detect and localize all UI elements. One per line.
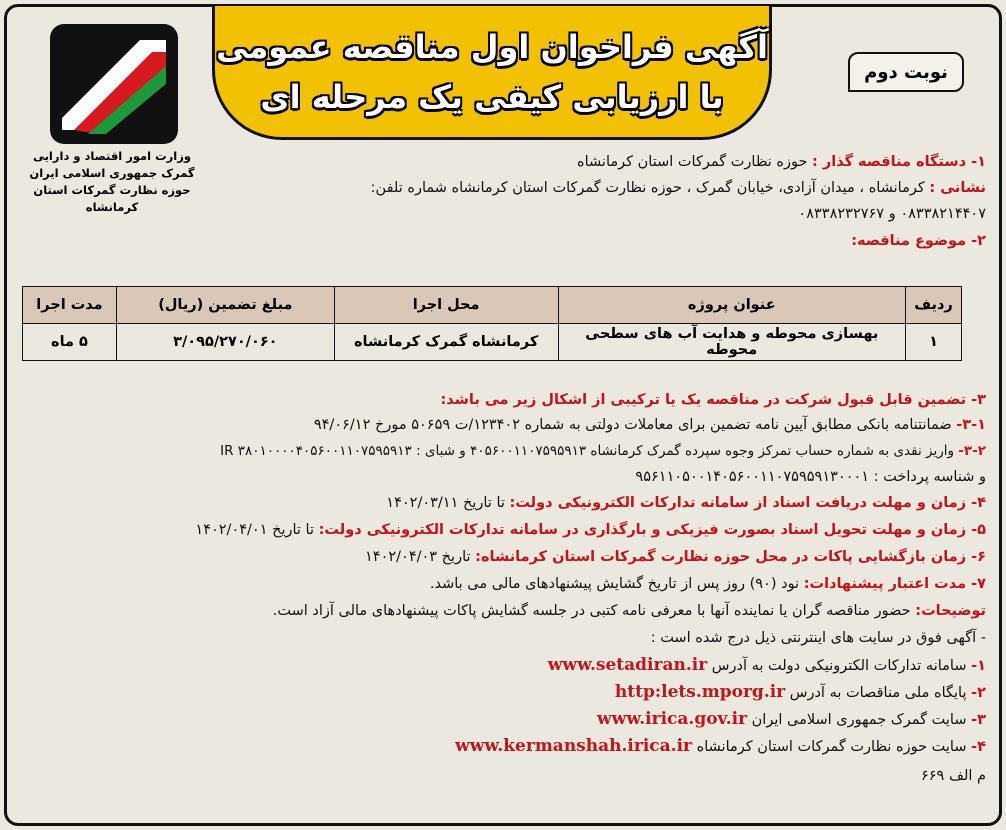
table-cell-duration: ۵ ماه (23, 324, 117, 361)
section-3-1-number: ۳-۱- (956, 417, 986, 433)
table-header-cell: عنوان پروژه (558, 287, 906, 324)
address-value: کرمانشاه ، میدان آزادی، خیابان گمرک ، حوزه نظارت گمرکات استان کرمانشاه شماره تلفن: (370, 180, 925, 196)
section-6-label: ۶- زمان بازگشایی پاکات در محل حوزه نظارت گمرکات استان کرمانشاه: (475, 549, 986, 565)
section-6-value: تاریخ ۱۴۰۲/۰۴/۰۳ (365, 549, 471, 565)
org-line-office: حوزه نظارت گمرکات استان کرمانشاه (33, 183, 191, 214)
customs-logo-icon (48, 22, 180, 146)
section-3-2-number: ۳-۲- (958, 443, 986, 459)
site-number: ۴- (971, 739, 986, 755)
phone-numbers: ۰۸۳۳۸۲۱۴۴۰۷ و ۰۸۳۳۸۲۳۲۷۶۷ (798, 206, 986, 222)
section-7-value: نود (۹۰) روز پس از تاریخ گشایش پیشنهادهای مالی می باشد. (429, 576, 800, 592)
table-header-cell: مبلغ تضمین (ریال) (116, 287, 334, 324)
project-table (22, 286, 962, 361)
section-3-2 (220, 439, 986, 463)
org-line-customs: گمرک جمهوری اسلامی ایران (29, 166, 195, 180)
list-item (597, 707, 986, 732)
site-number: ۱- (971, 658, 986, 674)
site-number: ۲- (971, 685, 986, 701)
sites-intro: - آگهی فوق در سایت های اینترنتی ذیل درج شده است : (650, 630, 986, 646)
section-4-label: ۴- زمان و مهلت دریافت اسناد از سامانه تدارکات الکترونیکی دولت: (509, 495, 986, 511)
list-item (615, 680, 986, 705)
table-header-row (23, 287, 962, 324)
section-5 (195, 518, 986, 542)
section-1-tenderer (577, 150, 986, 174)
table-cell-guarantee-amount: ۳/۰۹۵/۲۷۰/۰۶۰ (116, 324, 334, 361)
payment-id-line: و شناسه پرداخت : ۹۵۶۱۱۰۵۰۰۱۴۰۵۶۰۰۱۱۰۷۵۹۵۹۱۳۰۰۰۱ (635, 469, 986, 485)
section-6 (365, 545, 986, 569)
site-description: سامانه تدارکات الکترونیکی دولت به آدرس (711, 658, 967, 674)
list-item (455, 734, 986, 759)
site-link[interactable]: http:lets.mporg.ir (614, 682, 786, 702)
table-header-cell: ردیف (906, 287, 962, 324)
publication-round-badge: نوبت دوم (848, 52, 964, 92)
section-3-1-text: ضمانتنامه بانکی مطابق آیین نامه تضمین برای معاملات دولتی به شماره ۱۲۳۴۰۲/ت ۵۰۶۵۹ مورخ ۹۴/۰۶/۱۲ (313, 417, 952, 433)
title-line-1: آگهی فراخوان اول مناقصه عمومی (216, 27, 768, 66)
site-description: سایت گمرک جمهوری اسلامی ایران (751, 712, 967, 728)
table-header-cell: محل اجرا (334, 287, 558, 324)
organization-name (18, 148, 206, 216)
site-link[interactable]: www.kermanshah.irica.ir (455, 736, 692, 756)
section-3-1 (314, 413, 986, 437)
list-item (548, 653, 986, 678)
section-4 (386, 491, 986, 515)
section-2-label: ۲- موضوع مناقصه: (851, 233, 986, 249)
table-header-cell: مدت اجرا (23, 287, 117, 324)
site-link[interactable]: www.irica.gov.ir (597, 709, 748, 729)
section-1-value: حوزه نظارت گمرکات استان کرمانشاه (576, 154, 808, 170)
section-3-label: ۳- تضمین قابل قبول شرکت در مناقصه یک یا ترکیبی از اشکال زیر می باشد: (440, 392, 986, 408)
section-7 (430, 572, 986, 596)
notes-value: حضور مناقصه گران یا نماینده آنها با معرفی نامه کتبی در جلسه گشایش پاکات پیشنهادهای مالی آزاد است. (272, 603, 911, 619)
org-line-ministry: وزارت امور اقتصاد و دارایی (32, 149, 192, 163)
section-4-value: تا تاریخ ۱۴۰۲/۰۳/۱۱ (386, 495, 505, 511)
address-label: نشانی : (929, 180, 986, 196)
table-row (23, 324, 962, 361)
section-3-2-text: واریز نقدی به شماره حساب تمرکز وجوه سپرده گمرک کرمانشاه ۴۰۵۶۰۰۱۱۰۷۵۹۵۹۱۳ و شبای : ۳۸۰۱۰۰۰۰۴۰۵۶۰۰۱۱۰۷۵۹۵۹۱۳ IR (220, 443, 954, 459)
notes-label: توضیحات: (915, 603, 986, 619)
reference-number: م الف ۶۶۹ (920, 768, 986, 784)
table-cell-project-title: بهسازی محوطه و هدایت آب های سطحی محوطه (558, 324, 906, 361)
site-link[interactable]: www.setadiran.ir (547, 655, 708, 675)
title-banner (212, 6, 772, 140)
section-5-label: ۵- زمان و مهلت تحویل اسناد بصورت فیزیکی و بارگذاری در سامانه تدارکات الکترونیکی دولت: (318, 522, 986, 538)
site-description: پایگاه ملی مناقصات به آدرس (789, 685, 967, 701)
section-5-value: تا تاریخ ۱۴۰۲/۰۴/۰۱ (195, 522, 315, 538)
section-1-label: ۱- دستگاه مناقصه گذار : (812, 154, 986, 170)
site-number: ۳- (971, 712, 986, 728)
title-line-2: با ارزیابی کیفی یک مرحله ای (260, 77, 724, 116)
table-cell-row-number: ۱ (906, 324, 962, 361)
notes (273, 599, 986, 623)
site-description: سایت حوزه نظارت گمرکات استان کرمانشاه (696, 739, 967, 755)
table-cell-location: کرمانشاه گمرک کرمانشاه (334, 324, 558, 361)
address-line (371, 176, 986, 200)
section-7-label: ۷- مدت اعتبار پیشنهادات: (803, 576, 986, 592)
